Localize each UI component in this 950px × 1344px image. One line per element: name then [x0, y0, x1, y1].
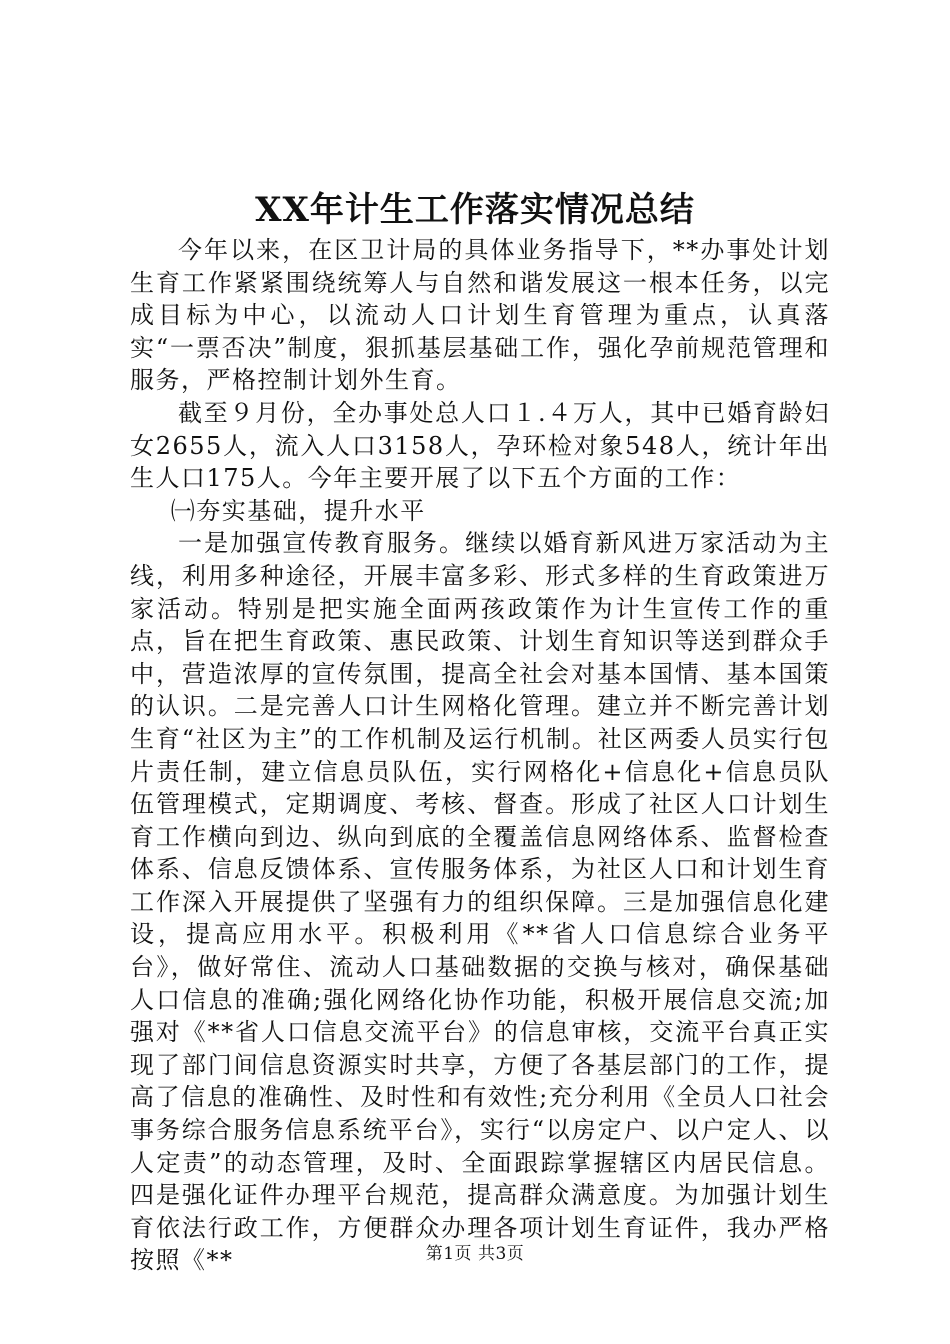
document-title: XX年计生工作落实情况总结: [255, 190, 695, 230]
document-body: [130, 234, 830, 1277]
section-heading: ㈠夯实基础，提升水平: [170, 496, 426, 525]
page-number-footer: 第1页 共3页: [425, 1244, 525, 1264]
paragraph-section-body: 一是加强宣传教育服务。继续以婚育新风进万家活动为主线，利用多种途径，开展丰富多彩、形式多样的生育政策进万家活动。特别是把实施全面两孩政策作为计生宣传工作的重点，旨在把生育政策、惠民政策、计划生育知识等送到群众手中，营造浓厚的宣传氛围，提高全社会对基本国情、基本国策的认识。二是完善人口计生网格化管理。建立并不断完善计划生育“社区为主”的工作机制及运行机制。社区两委人员实行包片责任制，建立信息员队伍，实行网格化+信息化+信息员队伍管理模式，定期调度、考核、督查。形成了社区人口计划生育工作横向到边、纵向到底的全覆盖信息网络体系、监督检查体系、信息反馈体系、宣传服务体系，为社区人口和计划生育工作深入开展提供了坚强有力的组织保障。三是加强信息化建设，提高应用水平。积极利用《**省人口信息综合业务平台》，做好常住、流动人口基础数据的交换与核对，确保基础人口信息的准确;强化网络化协作功能，积极开展信息交流;加强对《**省人口信息交流平台》的信息审核，交流平台真正实现了部门间信息资源实时共享，方便了各基层部门的工作，提高了信息的准确性、及时性和有效性;充分利用《全员人口社会事务综合服务信息系统平台》，实行“以房定户、以户定人、以人定责”的动态管理，及时、全面跟踪掌握辖区内居民信息。四是强化证件办理平台规范，提高群众满意度。为加强计划生育依法行政工作，方便群众办理各项计划生育证件，我办严格按照《**: [130, 529, 830, 1275]
paragraph-intro: 今年以来，在区卫计局的具体业务指导下，**办事处计划生育工作紧紧围绕统筹人与自然和谐发展这一根本任务，以完成目标为中心，以流动人口计划生育管理为重点，认真落实“一票否决”制度，狠抓基层基础工作，强化孕前规范管理和服务，严格控制计划外生育。: [130, 236, 830, 395]
paragraph-statistics: 截至９月份，全办事处总人口１.４万人，其中已婚育龄妇女2655人，流入人口3158人，孕环检对象548人，统计年出生人口175人。今年主要开展了以下五个方面的工作：: [130, 398, 830, 493]
